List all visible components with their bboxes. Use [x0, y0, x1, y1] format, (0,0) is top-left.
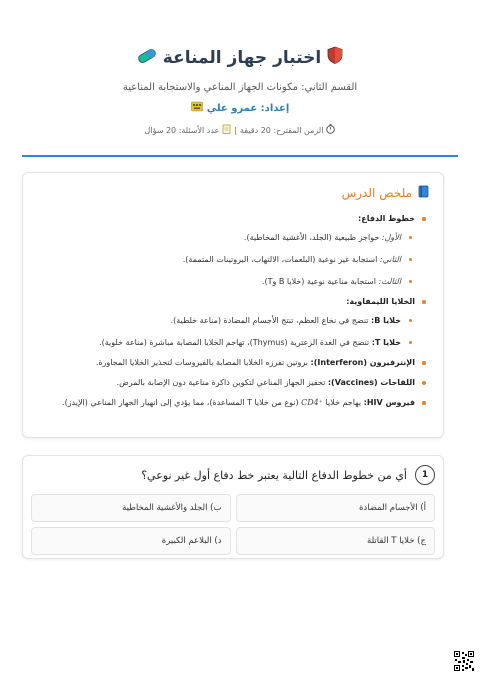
item-text: تحفيز الجهاز المناعي لتكوين ذاكرة مناعية دون الإصابة بالمرض. [116, 378, 328, 387]
header-divider [22, 155, 458, 157]
item-label: خلايا T: [371, 338, 401, 347]
meta-line [0, 124, 480, 136]
summary-list [37, 213, 429, 409]
summary-card [22, 172, 444, 438]
list-item [37, 377, 429, 389]
count-text: عدد الأسئلة: 20 سؤال [144, 125, 220, 135]
shield-icon [327, 46, 343, 69]
item-label: الثالث: [378, 277, 401, 286]
list-item [37, 213, 429, 288]
question-number: 1 [415, 465, 435, 485]
option-c[interactable]: ج) خلايا T القاتلة [236, 527, 436, 555]
options-grid [31, 494, 435, 555]
page-title-row [0, 46, 480, 69]
lymph-sublist [37, 315, 415, 349]
notepad-icon [222, 124, 231, 136]
item-text: استجابة مناعية نوعية (خلايا B وT). [261, 277, 379, 286]
item-text: تنضج في الغدة الزعترية (Thymus)، تهاجم الخلايا المصابة مباشرة (مناعة خلوية). [99, 338, 372, 347]
item-text: (نوع من خلايا T المساعدة)، مما يؤدي إلى انهيار الجهاز المناعي (الإيدز). [62, 398, 302, 407]
defense-sublist [37, 232, 415, 288]
author-line [0, 101, 480, 115]
item-text: بروتين تفرزه الخلايا المصابة بالفيروسات لتحذير الخلايا المجاورة. [95, 358, 311, 367]
question-header [31, 465, 435, 485]
pill-icon [137, 48, 157, 68]
item-text: يهاجم خلايا [323, 398, 364, 407]
list-item [37, 315, 415, 327]
list-item [37, 397, 429, 409]
list-item [37, 357, 429, 369]
item-text: تنضج في نخاع العظم، تنتج الأجسام المضادة (مناعة خلطية). [170, 316, 372, 325]
item-text: استجابة غير نوعية (البلعمات، الالتهاب، البروتينات المتممة). [182, 255, 380, 264]
item-text: حواجز طبيعية (الجلد، الأغشية المخاطية). [243, 233, 382, 242]
defense-heading: خطوط الدفاع: [358, 214, 415, 223]
item-label: اللقاحات (Vaccines): [327, 378, 415, 387]
summary-title: ملخص الدرس [341, 186, 412, 200]
item-label: الأول: [381, 233, 401, 242]
time-text: الزمن المقترح: 20 دقيقة [240, 125, 324, 135]
option-d[interactable]: د) البلاعم الكبيرة [31, 527, 231, 555]
stopwatch-icon [326, 124, 335, 136]
list-item [37, 296, 429, 349]
list-item [37, 276, 415, 288]
option-a[interactable]: أ) الأجسام المضادة [236, 494, 436, 522]
item-label: الثاني: [379, 255, 401, 264]
book-icon [418, 185, 429, 201]
header [0, 0, 480, 136]
keyboard-icon [191, 101, 203, 115]
meta-separator: | [234, 125, 238, 135]
list-item [37, 337, 415, 349]
question-text: أي من خطوط الدفاع التالية يعتبر خط دفاع أول غير نوعي؟ [141, 468, 407, 482]
cd4-term: CD4⁺ [301, 398, 323, 407]
subtitle: القسم الثاني: مكونات الجهاز المناعي والاستجابة المناعية [122, 82, 358, 93]
qr-code-icon[interactable] [454, 651, 474, 671]
question-card [22, 455, 444, 559]
list-item [37, 232, 415, 244]
summary-title-row [37, 185, 429, 201]
item-label: فيروس HIV: [363, 398, 415, 407]
page-title: اختبار جهاز المناعة [162, 47, 322, 68]
lymph-heading: الخلايا الليمفاوية: [346, 297, 415, 306]
list-item [37, 254, 415, 266]
item-label: الإنترفيرون (Interferon): [310, 358, 415, 367]
item-label: خلايا B: [371, 316, 401, 325]
author-label: إعداد: عمرو علي [206, 102, 290, 114]
option-b[interactable]: ب) الجلد والأغشية المخاطية [31, 494, 231, 522]
